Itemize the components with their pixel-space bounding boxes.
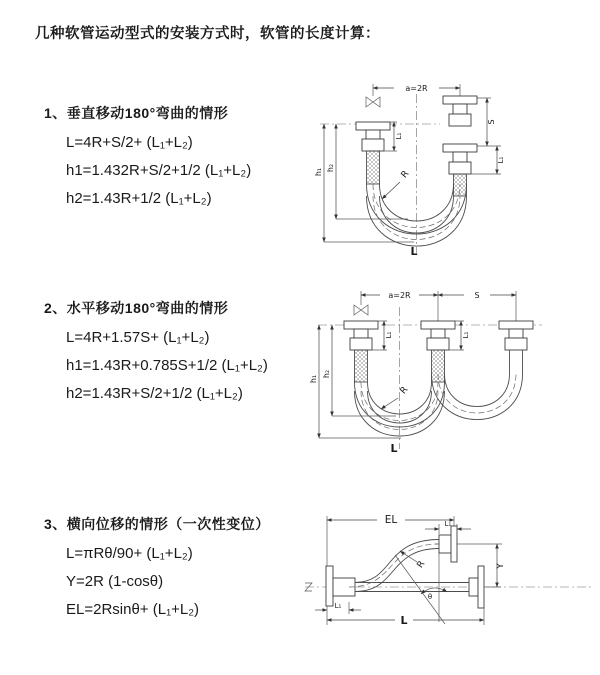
dim-label-l1: L₁ — [334, 602, 342, 610]
angle-label: θ — [427, 593, 433, 601]
radius-label: R — [398, 385, 411, 397]
dim-l1-bottom — [315, 602, 361, 614]
left-flange-fitting — [344, 321, 378, 382]
braided-section — [367, 151, 380, 184]
formula-line: Y=2R (1-cosθ) — [66, 573, 164, 590]
hose-u-bend-right — [432, 374, 523, 420]
section-lateral-displacement — [44, 514, 270, 624]
dim-l — [327, 606, 484, 627]
right-flange-fitting-upper — [443, 96, 477, 126]
dim-label-a2r: a=2R — [405, 84, 428, 93]
dim-label-l1: L₁ — [385, 331, 393, 339]
dim-label-y: Y — [496, 563, 506, 569]
valve-icon — [354, 305, 368, 315]
valve-icon — [366, 97, 380, 107]
dim-label-l1: L₁ — [462, 331, 470, 339]
formula-line: L=4R+1.57S+ (L₁+L₂) — [66, 329, 210, 346]
dim-a2r — [361, 291, 516, 321]
section-horizontal-movement — [44, 298, 268, 408]
centerlines — [320, 94, 440, 253]
dim-label-h1: h₁ — [314, 167, 323, 177]
section-1-heading: 1、垂直移动180°弯曲的情形 — [44, 105, 229, 121]
braided-section — [355, 350, 368, 382]
section-2-heading: 2、水平移动180°弯曲的情形 — [44, 300, 229, 316]
formula-line: EL=2Rsinθ+ (L₁+L₂) — [66, 601, 200, 618]
length-label: L — [410, 245, 418, 257]
dim-label-l1: L₁ — [395, 132, 403, 140]
length-label: L — [390, 442, 398, 455]
radius-annotation — [381, 385, 410, 409]
dim-label-s: S — [474, 291, 480, 300]
radius-annotation — [382, 169, 411, 199]
left-flange-fitting — [356, 122, 390, 184]
dim-s — [438, 291, 516, 300]
dim-y — [484, 544, 506, 587]
diagram-vertical-180-bend — [310, 72, 548, 257]
formula-line: h2=1.43R+S/2+1/2 (L₁+L₂) — [66, 385, 243, 402]
radius-label: R — [399, 169, 412, 181]
page-title: 几种软管运动型式的安装方式时，软管的长度计算： — [35, 26, 380, 42]
formula-line: h2=1.43R+1/2 (L₁+L₂) — [66, 190, 212, 207]
diagram-horizontal-180-bend — [306, 279, 558, 461]
left-flange — [326, 566, 355, 606]
dim-label-s: S — [487, 119, 496, 125]
right-flange-upper — [439, 526, 457, 562]
section-vertical-movement — [44, 103, 251, 213]
dim-label-a2r: a=2R — [388, 291, 411, 300]
dim-label-el: EL — [384, 514, 398, 526]
formula-line: L=πRθ/90+ (L₁+L₂) — [66, 545, 193, 562]
dim-label-h2: h₂ — [326, 163, 335, 173]
dim-label-h2: h₂ — [322, 369, 331, 379]
middle-flange-fitting — [421, 321, 455, 382]
dim-label-l1: L₁ — [444, 520, 452, 528]
dim-label-l1: L₁ — [497, 156, 505, 164]
radius-label: R — [415, 559, 428, 571]
right-flange-fitting — [499, 321, 533, 374]
formula-line: h1=1.432R+S/2+1/2 (L₁+L₂) — [66, 162, 252, 179]
dim-l1-right — [497, 146, 505, 174]
diagram-lateral-displacement — [299, 502, 597, 650]
formula-line: h1=1.43R+0.785S+1/2 (L₁+L₂) — [66, 357, 268, 374]
right-flange-fitting-lower — [443, 144, 477, 196]
dim-label-h1: h₁ — [309, 374, 318, 384]
formula-line: L=4R+S/2+ (L₁+L₂) — [66, 134, 193, 151]
section-3-heading: 3、横向位移的情形（一次性变位） — [44, 516, 270, 532]
dim-l1-top — [425, 520, 471, 534]
right-flange-lower — [469, 566, 484, 608]
length-label: L — [400, 614, 408, 627]
